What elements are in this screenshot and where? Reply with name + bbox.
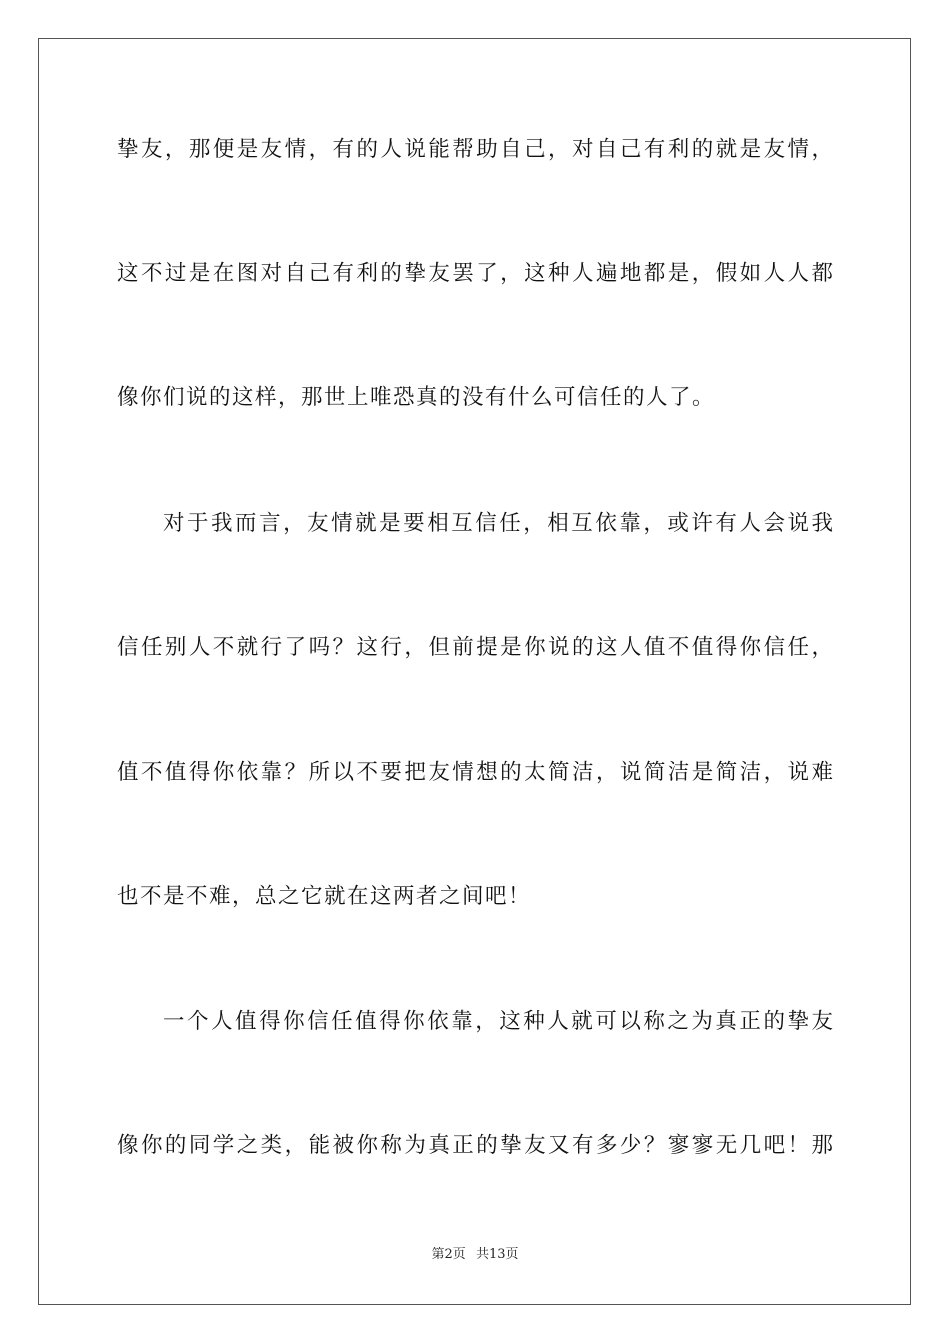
body-text-line: 也不是不难，总之它就在这两者之间吧！ xyxy=(117,884,532,909)
body-text-line: 值不值得你依靠？所以不要把友情想的太简洁，说简洁是简洁，说难 xyxy=(117,760,833,785)
body-text-line: 信任别人不就行了吗？这行，但前提是你说的这人值不值得你信任， xyxy=(117,635,833,660)
page-total: 共13页 xyxy=(475,1247,519,1262)
page-border xyxy=(38,38,911,1305)
paragraph-first-line: 一个人值得你信任值得你依靠，这种人就可以称之为真正的挚友 xyxy=(163,1009,833,1034)
body-text-line: 这不过是在图对自己有利的挚友罢了，这种人遍地都是，假如人人都 xyxy=(117,261,833,286)
body-text-line: 挚友，那便是友情，有的人说能帮助自己，对自己有利的就是友情， xyxy=(117,137,833,162)
page-footer xyxy=(0,1246,950,1264)
page-number: 第2页 xyxy=(431,1247,466,1262)
body-text-line: 像你们说的这样，那世上唯恐真的没有什么可信任的人了。 xyxy=(117,385,716,410)
paragraph-first-line: 对于我而言，友情就是要相互信任，相互依靠，或许有人会说我 xyxy=(163,511,833,536)
body-text-line: 像你的同学之类，能被你称为真正的挚友又有多少？寥寥无几吧！那 xyxy=(117,1133,833,1158)
